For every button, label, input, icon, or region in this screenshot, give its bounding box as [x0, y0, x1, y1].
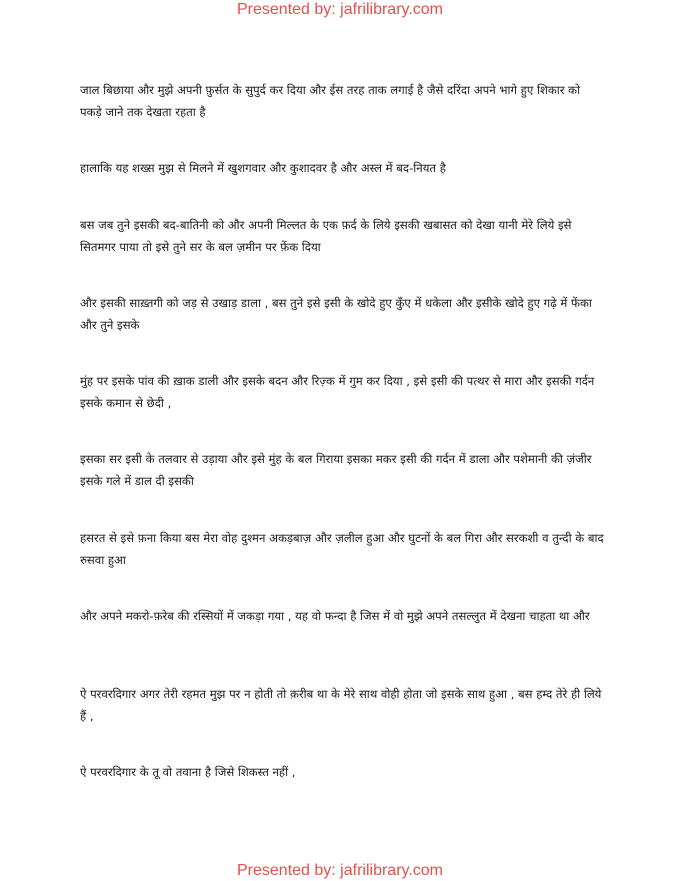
- paragraph-5: मुंह पर इसके पांव की ख़ाक डाली और इसके बदन और रिज़्क में गुम कर दिया , इसे इसी की पत्थर से मारा और इसकी गर्दन इसके कमान से छेदी ,: [80, 374, 595, 410]
- paragraph-8: और अपने मकरो-फ़रेब की रस्सियों में जकड़ा गया , यह वो फन्दा है जिस में वो मुझे अपने तसल्लुत में देखना चाहता था और: [80, 609, 590, 623]
- paragraph-4: और इसकी साख़्तगी को जड़ से उखाड़ डाला , बस तुने इसे इसी के खोदे हुए कुँए में धकेला और इसीके खोदे हुए गढ़े में फेंका और तुने इसके: [80, 296, 592, 332]
- paragraph-9: ऐ परवरदिगार अगर तेरी रहमत मुझ पर न होती तो क़रीब था के मेरे साथ वोही होता जो इसके साथ हुआ , बस हम्द तेरे ही लिये हैं ,: [80, 687, 602, 723]
- paragraph-7: हसरत से इसे फ़ना किया बस मेरा वोह दुश्मन अकड़बाज़ और ज़लील हुआ और घुटनों के बल गिरा और सरकशी व तुन्दी के बाद रुसवा हुआ: [80, 531, 604, 567]
- paragraph-6: इसका सर इसी के तलवार से उड़ाया और इसे मुंह के बल गिराया इसका मकर इसी की गर्दन में डाला और पशेमानी की ज़ंजीर इसके गले में डाल दी इसकी: [80, 452, 592, 488]
- header-watermark: Presented by: jafrilibrary.com: [237, 1, 443, 18]
- paragraph-1: जाल बिछाया और मुझे अपनी फ़ुर्सत के सुपुर्द कर दिया और ईस तरह ताक लगाई है जैसे दरिंदा अपने भागे हुए शिकार को पकड़े जाने तक देखता रहता है: [80, 83, 581, 119]
- paragraph-2: हालाकि यह शख्स मुझ से मिलने में खुशगवार और कुशादवर है और अस्ल में बद-नियत है: [80, 161, 446, 175]
- footer-watermark: Presented by: jafrilibrary.com: [237, 862, 443, 879]
- paragraph-3: बस जब तुने इसकी बद-बातिनी को और अपनी मिल्लत के एक फ़र्द के लिये इसकी खबासत को देखा यानी मेरे लिये इसे सितमगर पाया तो इसे तुने सर के बल ज़मीन पर फ़ेंक दिया: [80, 218, 572, 254]
- paragraph-10: ऐ परवरदिगार के तू वो तवाना है जिसे शिकस्त नहीं ,: [80, 765, 296, 779]
